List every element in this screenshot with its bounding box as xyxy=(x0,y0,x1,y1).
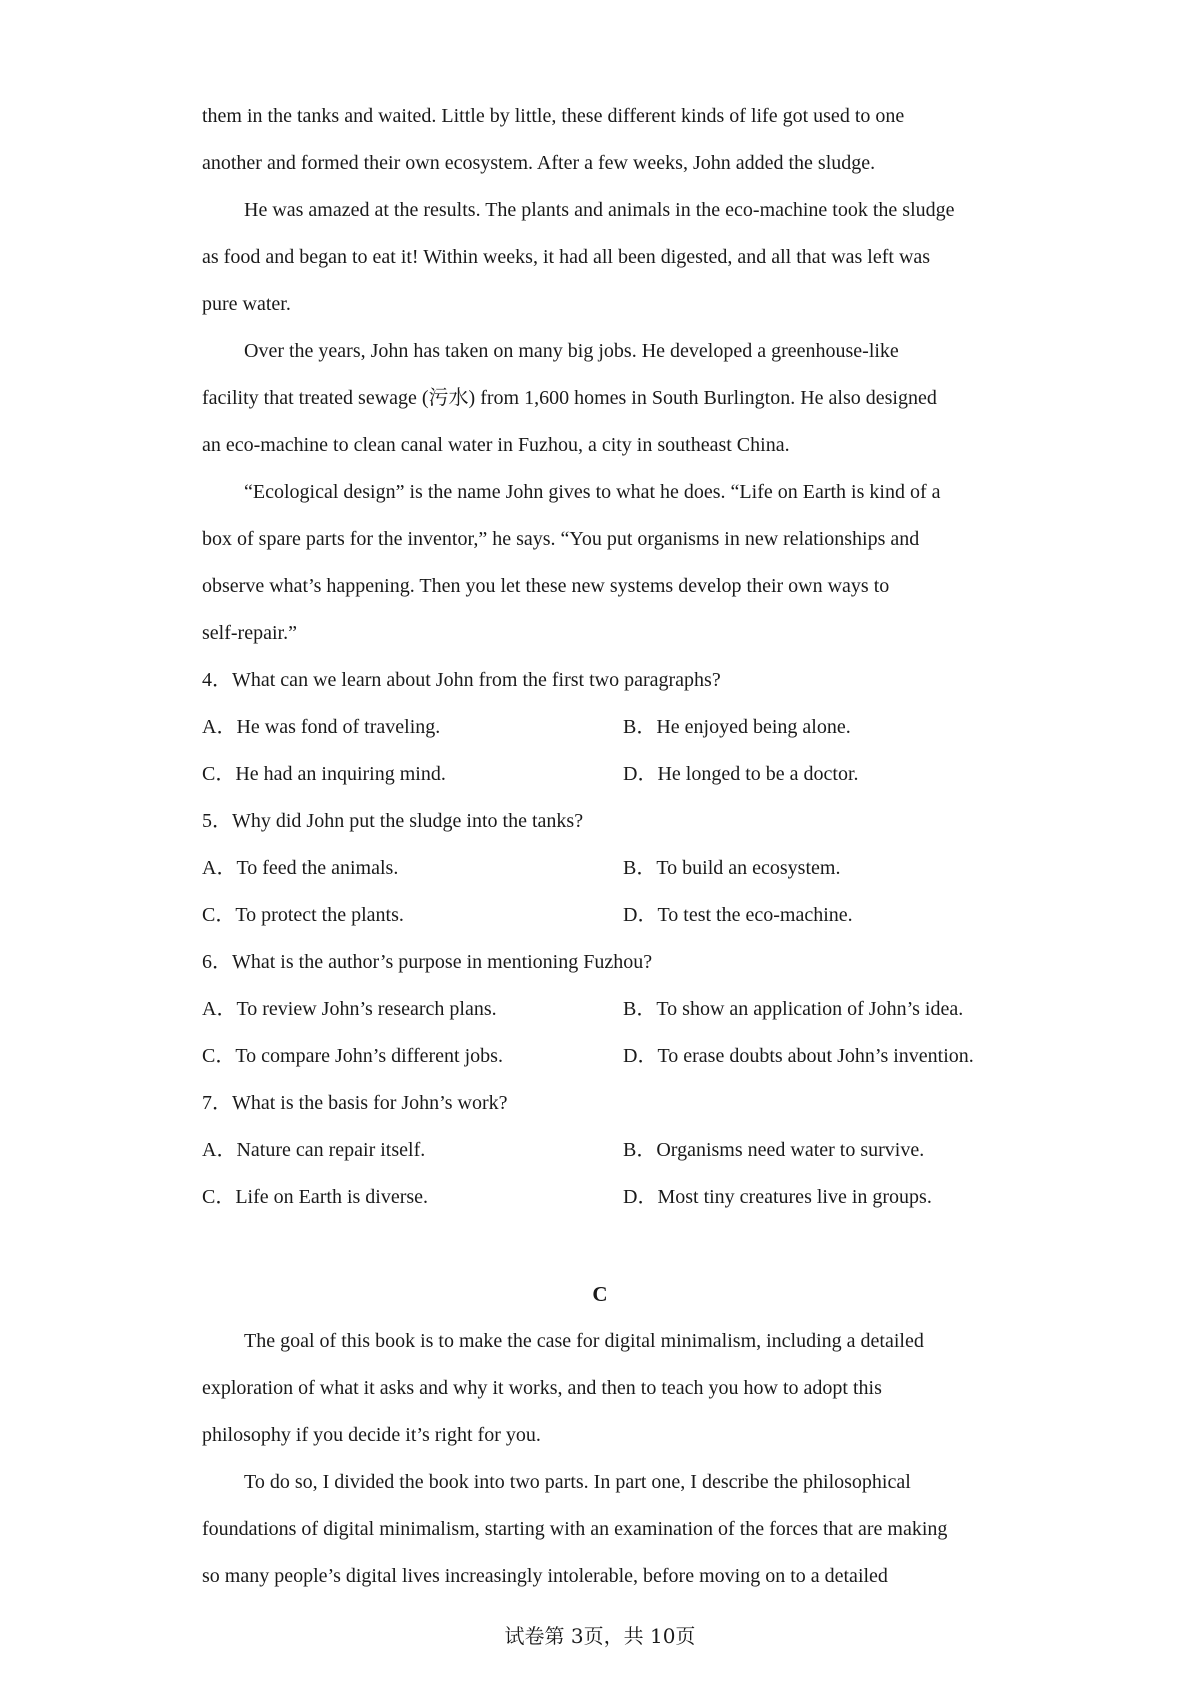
passage-line: philosophy if you decide it’s right for you. xyxy=(202,1424,541,1446)
option-b[interactable]: B．To build an ecosystem. xyxy=(623,857,841,879)
question-stem: 6．What is the author’s purpose in mentioning Fuzhou? xyxy=(202,951,653,973)
passage-line: Over the years, John has taken on many big jobs. He developed a greenhouse-like xyxy=(244,340,899,362)
passage-line: box of spare parts for the inventor,” he says. “You put organisms in new relationships and xyxy=(202,528,920,550)
option-b[interactable]: B．He enjoyed being alone. xyxy=(623,716,851,738)
passage-line: them in the tanks and waited. Little by little, these different kinds of life got used to one xyxy=(202,105,905,127)
option-d[interactable]: D．Most tiny creatures live in groups. xyxy=(623,1186,932,1208)
passage-line: as food and began to eat it! Within weeks, it had all been digested, and all that was left was xyxy=(202,246,931,268)
passage-line: “Ecological design” is the name John gives to what he does. “Life on Earth is kind of a xyxy=(244,481,941,503)
option-a[interactable]: A．To feed the animals. xyxy=(202,857,399,879)
question-stem: 4．What can we learn about John from the first two paragraphs? xyxy=(202,669,721,691)
option-a[interactable]: A．To review John’s research plans. xyxy=(202,998,497,1020)
option-b[interactable]: B．Organisms need water to survive. xyxy=(623,1139,925,1161)
option-b[interactable]: B．To show an application of John’s idea. xyxy=(623,998,964,1020)
option-a[interactable]: A．Nature can repair itself. xyxy=(202,1139,426,1161)
option-d[interactable]: D．To erase doubts about John’s invention. xyxy=(623,1045,974,1067)
passage-line: self-repair.” xyxy=(202,622,297,644)
passage-line: facility that treated sewage (污水) from 1,600 homes in South Burlington. He also designed xyxy=(202,387,937,409)
passage-line: He was amazed at the results. The plants and animals in the eco-machine took the sludge xyxy=(244,199,955,221)
option-c[interactable]: C．Life on Earth is diverse. xyxy=(202,1186,429,1208)
passage-line: foundations of digital minimalism, starting with an examination of the forces that are making xyxy=(202,1518,948,1540)
passage-line: exploration of what it asks and why it works, and then to teach you how to adopt this xyxy=(202,1377,882,1399)
option-c[interactable]: C．To compare John’s different jobs. xyxy=(202,1045,503,1067)
passage-line: observe what’s happening. Then you let these new systems develop their own ways to xyxy=(202,575,890,597)
option-d[interactable]: D．To test the eco-machine. xyxy=(623,904,853,926)
option-c[interactable]: C．To protect the plants. xyxy=(202,904,404,926)
question-stem: 7．What is the basis for John’s work? xyxy=(202,1092,508,1114)
passage-line: pure water. xyxy=(202,293,291,315)
passage-line: The goal of this book is to make the case for digital minimalism, including a detailed xyxy=(244,1330,924,1352)
passage-line: an eco-machine to clean canal water in Fuzhou, a city in southeast China. xyxy=(202,434,790,456)
page-footer: 试卷第 3页，共 10页 xyxy=(504,1624,696,1648)
option-d[interactable]: D．He longed to be a doctor. xyxy=(623,763,859,785)
passage-line: To do so, I divided the book into two parts. In part one, I describe the philosophical xyxy=(244,1471,911,1493)
option-c[interactable]: C．He had an inquiring mind. xyxy=(202,763,446,785)
passage-line: another and formed their own ecosystem. After a few weeks, John added the sludge. xyxy=(202,152,876,174)
question-stem: 5．Why did John put the sludge into the tanks? xyxy=(202,810,584,832)
section-heading: C xyxy=(592,1282,608,1306)
passage-line: so many people’s digital lives increasingly intolerable, before moving on to a detailed xyxy=(202,1565,888,1587)
option-a[interactable]: A．He was fond of traveling. xyxy=(202,716,441,738)
